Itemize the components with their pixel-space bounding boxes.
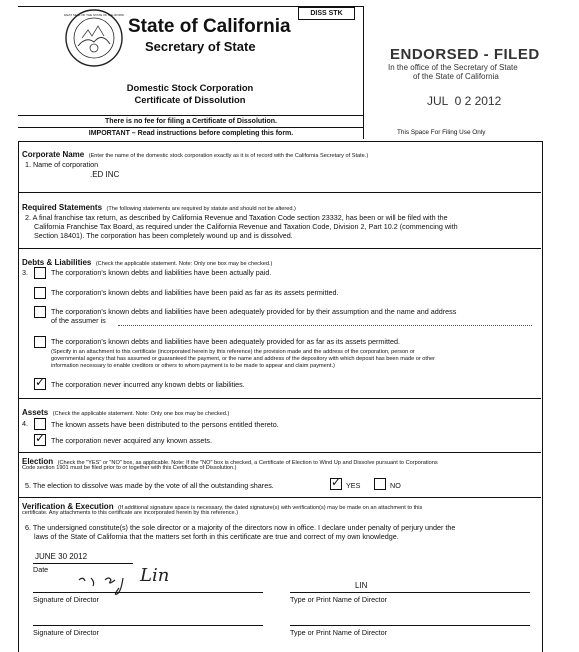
assets-note: (Check the applicable statement. Note: Only one box may be checked.) (52, 411, 230, 417)
corporation-name-label: 1. Name of corporation (25, 160, 99, 169)
debts-option-3-line-2: of the assumer is (51, 316, 106, 325)
state-seal-icon (64, 8, 124, 68)
specify-attachment-note (51, 349, 539, 370)
print-name-2-label: Type or Print Name of Director (290, 628, 388, 637)
filing-use-label: This Space For Filing Use Only (397, 129, 486, 136)
debts-option-3-label (51, 307, 539, 325)
form-title-line-1: Domestic Stock Corporation (126, 82, 254, 93)
debts-option-1-label: The corporation's known debts and liabilities have been actually paid. (51, 268, 272, 277)
assets-title: Assets (22, 408, 49, 417)
form-title (90, 82, 290, 106)
print-name-1-label: Type or Print Name of Director (290, 595, 388, 604)
important-notice: IMPORTANT – Read instructions before completing this form. (88, 130, 294, 137)
verification-title: Verification & Execution (22, 502, 114, 511)
statement-2 (25, 213, 539, 240)
signature-1-label: Signature of Director (33, 595, 99, 604)
debts-option-1-checkbox[interactable] (34, 267, 46, 279)
checkmark-icon: ✓ (331, 475, 342, 489)
assets-item-number: 4. (22, 419, 28, 428)
specify-line-1: (Specify in an attachment to this certificate (incorporated herein by this reference) the provision made and the address of the corporation, person or (51, 349, 415, 355)
election-title: Election (22, 457, 54, 466)
filed-date: JUL 0 2 2012 (427, 94, 502, 108)
date-field[interactable]: JUNE 30 2012 (35, 552, 88, 561)
date-label: Date (33, 565, 49, 574)
debts-option-4-checkbox[interactable] (34, 336, 46, 348)
assets-option-1-checkbox[interactable] (34, 418, 46, 430)
assumer-field[interactable] (118, 325, 532, 326)
debts-note: (Check the applicable statement. Note: Only one box may be checked.) (95, 261, 273, 267)
corporate-name-section (22, 144, 537, 162)
signature-2-field[interactable] (33, 625, 263, 626)
specify-line-3: information necessary to enable creditors or others to whom payment is to be made to appear and claim payment.) (51, 363, 335, 369)
debts-title: Debts & Liabilities (22, 258, 92, 267)
checkmark-icon: ✓ (35, 431, 46, 445)
election-yes-checkbox[interactable] (330, 475, 342, 490)
statement-6 (25, 523, 539, 541)
assets-section (22, 402, 537, 420)
corporate-name-title: Corporate Name (22, 150, 85, 159)
printed-name-1-field[interactable]: LIN (355, 581, 368, 590)
debts-option-4-label: The corporation's known debts and liabilities have been adequately provided for as far as its assets permitted. (51, 337, 400, 346)
signature-1-field[interactable] (33, 592, 263, 593)
election-note-2: Code section 1901 must be filed prior to or together with this Certificate of Dissolution.) (22, 465, 237, 471)
debts-option-5-label: The corporation never incurred any known debts or liabilities. (51, 380, 245, 389)
checkmark-icon: ✓ (35, 375, 46, 389)
statement-2-line-2: California Franchise Tax Board, as required under the California Revenue and Taxation Code, Division 2, Part 10.2 (commencing with (34, 222, 458, 231)
statement-6-line-2: laws of the State of California that the matters set forth in this certificate are true and correct of my own knowledge. (34, 532, 399, 541)
election-note-1: (Check the "YES" or "NO" box, as applicable. Note: If the "NO" box is checked, a Certificate of Election to Wind Up and Dissolve pursuant to Corporations (57, 460, 438, 466)
statement-6-line-1: 6. The undersigned constitute(s) the sole director or a majority of the directors now in office. I declare under penalty of perjury under the (25, 523, 456, 532)
assets-option-2-label: The corporation never acquired any known assets. (51, 436, 213, 445)
statement-2-line-3: Section 18401). The corporation has been completely wound up and is dissolved. (34, 231, 293, 240)
seal-text: GREAT SEAL OF THE STATE OF CALIFORNIA (64, 13, 124, 17)
debts-option-2-checkbox[interactable] (34, 287, 46, 299)
form-title-line-2: Certificate of Dissolution (134, 94, 246, 105)
stamp-line-2: of the State of California (413, 72, 499, 81)
state-title: State of California (128, 16, 291, 37)
verification-note-1: (If additional signature space is necessary, the dated signature(s) with verification(s) may be made on an attachment to this (118, 505, 423, 511)
debts-option-3-line-1: The corporation's known debts and liabilities have been adequately provided for by their assumption and the name and address (51, 307, 457, 316)
signature-1-script: Lin (140, 565, 170, 586)
corporation-name-field[interactable]: .ED INC (90, 170, 120, 179)
verification-note-2: certificate. Any attachments to this certificate are incorporated herein by this reference.) (22, 510, 239, 516)
office-title: Secretary of State (145, 39, 256, 54)
debts-item-number: 3. (22, 268, 28, 277)
specify-line-2: governmental agency that has assumed or guaranteed the payment, or the name and address of the depository with which deposit has been made or other (51, 356, 436, 362)
no-fee-notice: There is no fee for filing a Certificate of Dissolution. (105, 118, 277, 125)
endorsed-filed-stamp: ENDORSED - FILED (390, 46, 540, 63)
election-no-label: NO (390, 481, 401, 490)
assets-option-2-checkbox[interactable] (34, 431, 46, 446)
assets-option-1-label: The known assets have been distributed to the persons entitled thereto. (51, 420, 279, 429)
signature-2-label: Signature of Director (33, 628, 99, 637)
election-yes-label: YES (346, 481, 361, 490)
debts-option-5-checkbox[interactable] (34, 375, 46, 390)
debts-option-3-checkbox[interactable] (34, 306, 46, 318)
corporate-name-note: (Enter the name of the domestic stock corporation exactly as it is of record with the California Secretary of State.) (88, 153, 369, 159)
stamp-line-1: In the office of the Secretary of State (388, 63, 518, 72)
election-statement: 5. The election to dissolve was made by the vote of all the outstanding shares. (25, 481, 274, 490)
required-statements-note: (The following statements are required by statute and should not be altered.) (106, 206, 296, 212)
debts-option-2-label: The corporation's known debts and liabilities have been paid as far as its assets permitted. (51, 288, 339, 297)
statement-2-line-1: 2. A final franchise tax return, as described by California Revenue and Taxation Code section 23332, has been or will be filed with the (25, 213, 448, 222)
required-statements-title: Required Statements (22, 203, 103, 212)
printed-name-2-field[interactable] (290, 625, 530, 626)
form-code-badge: DISS STK (298, 7, 355, 20)
election-no-checkbox[interactable] (374, 478, 386, 490)
